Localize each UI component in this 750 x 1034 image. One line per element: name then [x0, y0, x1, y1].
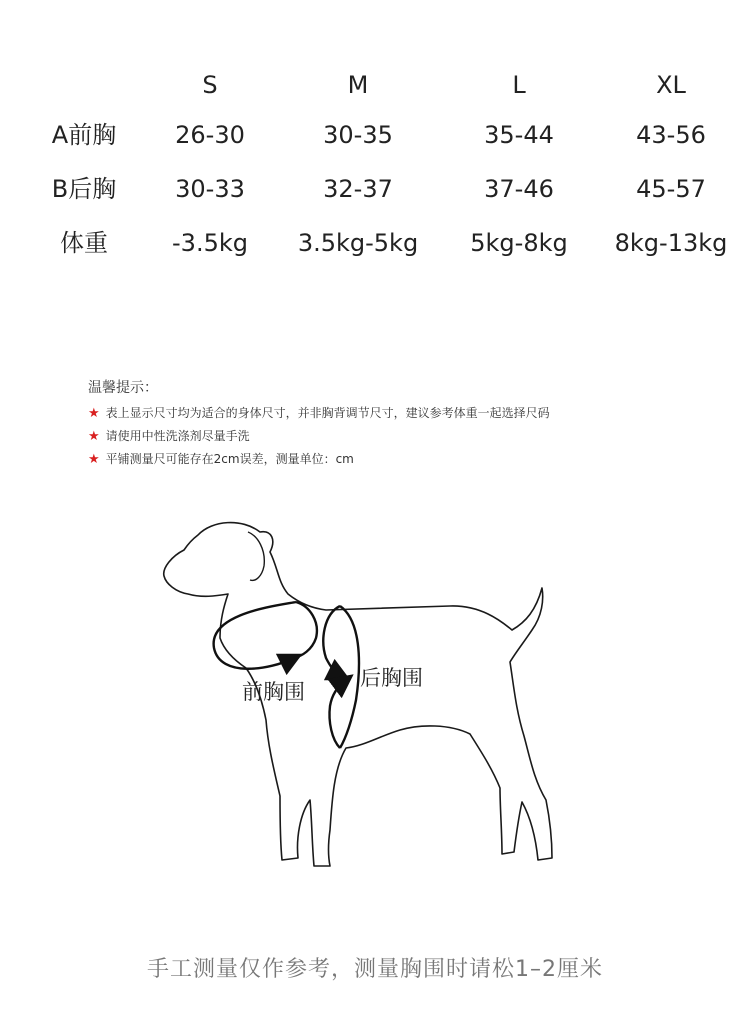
table-cell: 3.5kg-5kg — [297, 229, 419, 257]
table-cell: 8kg-13kg — [614, 229, 728, 257]
back-chest-label: 后胸围 — [360, 666, 423, 690]
dog-ear — [248, 532, 264, 580]
tips-title: 温馨提示： — [88, 380, 158, 396]
size-header-m: M — [347, 71, 369, 99]
size-header-xl: XL — [656, 71, 686, 99]
row-label-back-chest: B后胸 — [51, 175, 117, 203]
back-chest-loop-top — [323, 606, 342, 676]
row-label-front-chest: A前胸 — [51, 121, 117, 149]
table-cell: 43-56 — [636, 121, 706, 149]
front-chest-loop — [214, 602, 296, 669]
table-cell: 45-57 — [636, 175, 706, 203]
dog-outline-illustration — [150, 510, 570, 880]
size-table — [0, 60, 750, 280]
tip-text: 请使用中性洗涤剂尽量手洗 — [105, 429, 250, 443]
star-icon: ★ — [88, 406, 100, 421]
back-chest-loop-bottom — [329, 680, 346, 748]
table-cell: 30-33 — [175, 175, 245, 203]
size-header-s: S — [202, 71, 218, 99]
row-label-weight: 体重 — [60, 229, 108, 257]
front-chest-label: 前胸围 — [242, 680, 305, 704]
dog-measurement-diagram — [150, 510, 570, 880]
tip-item — [88, 402, 708, 425]
star-icon: ★ — [88, 429, 100, 444]
tips-section — [88, 378, 708, 471]
tip-item — [88, 425, 708, 448]
back-chest-loop-front — [340, 606, 359, 748]
table-cell: 35-44 — [484, 121, 554, 149]
table-cell: -3.5kg — [172, 229, 248, 257]
table-cell: 32-37 — [323, 175, 393, 203]
star-icon: ★ — [88, 452, 100, 467]
table-cell: 30-35 — [323, 121, 393, 149]
tip-text: 表上显示尺寸均为适合的身体尺寸，并非胸背调节尺寸，建议参考体重一起选择尺码 — [105, 406, 550, 420]
tip-item — [88, 448, 708, 471]
table-cell: 37-46 — [484, 175, 554, 203]
tip-text: 平铺测量尺可能存在2cm误差，测量单位：cm — [105, 452, 354, 466]
front-chest-loop-back — [294, 602, 317, 658]
table-cell: 26-30 — [175, 121, 245, 149]
table-cell: 5kg-8kg — [470, 229, 568, 257]
size-header-l: L — [512, 71, 526, 99]
measurement-note: 手工测量仅作参考，测量胸围时请松1–2厘米 — [147, 957, 603, 982]
